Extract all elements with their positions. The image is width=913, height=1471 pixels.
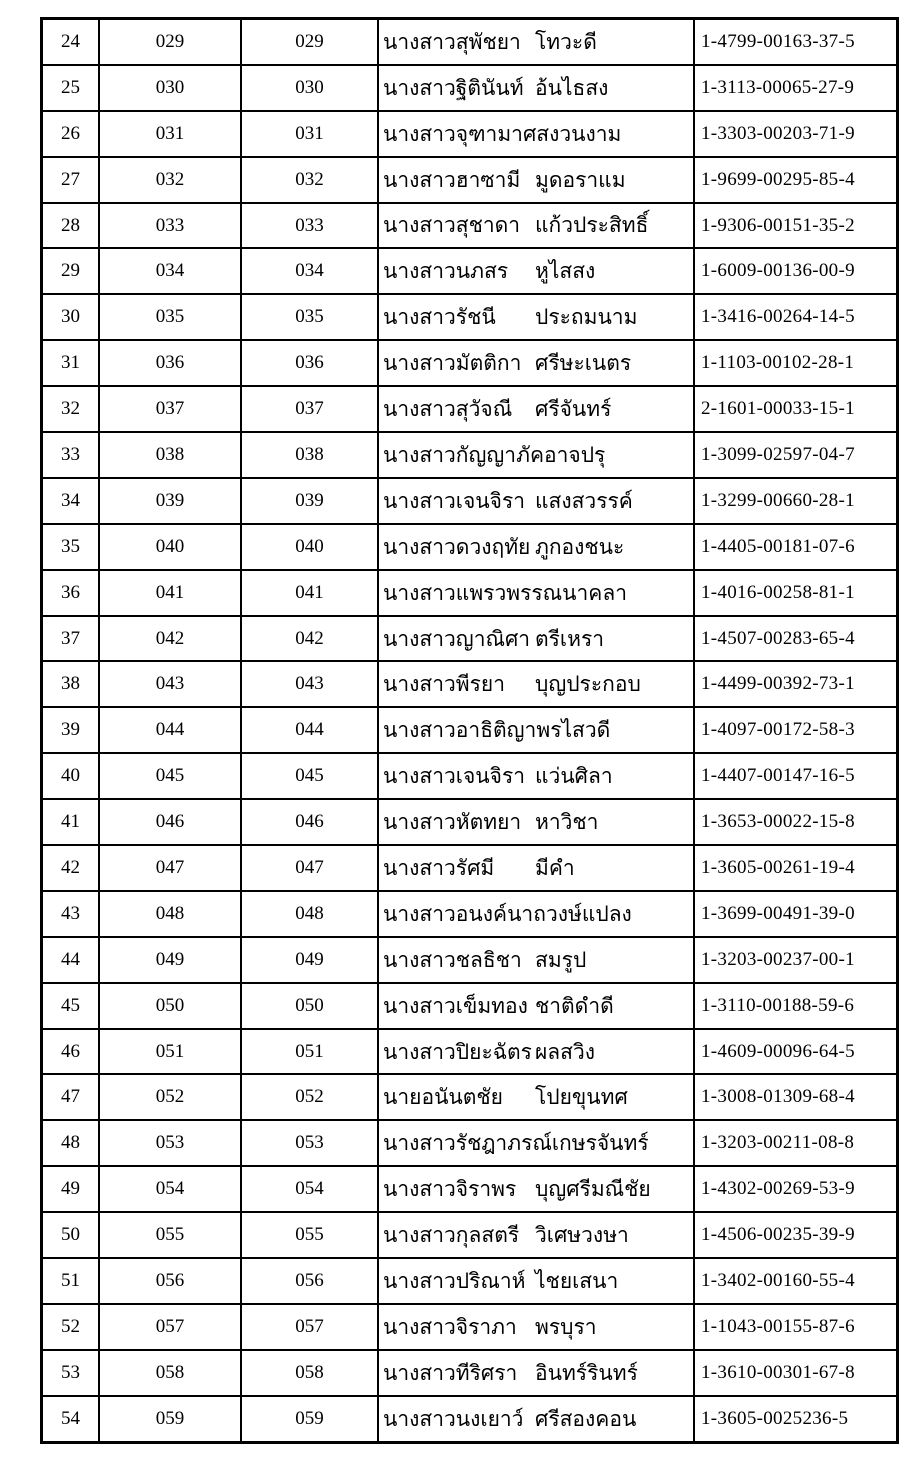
table-row <box>42 386 898 432</box>
citizen-id-cell: 1-9306-00151-35-2 <box>694 203 898 249</box>
name-cell <box>378 707 694 753</box>
citizen-id-cell: 1-3416-00264-14-5 <box>694 294 898 340</box>
name-cell <box>378 983 694 1029</box>
code1-cell: 040 <box>99 524 241 570</box>
name-cell <box>378 65 694 111</box>
row-number-cell: 44 <box>42 937 100 983</box>
code1-cell: 058 <box>99 1350 241 1396</box>
row-number-cell: 52 <box>42 1304 100 1350</box>
last-name: อินทร์รินทร์ <box>535 1360 638 1385</box>
first-name: นางสาวสุวัจณี <box>383 397 513 422</box>
name-cell <box>378 203 694 249</box>
row-number-cell: 35 <box>42 524 100 570</box>
row-number-cell: 43 <box>42 891 100 937</box>
last-name: ศรีจันทร์ <box>535 397 612 422</box>
code1-cell: 046 <box>99 799 241 845</box>
citizen-id-cell: 1-3303-00203-71-9 <box>694 111 898 157</box>
table-row <box>42 65 898 111</box>
code2-cell: 045 <box>241 753 378 799</box>
first-name: นางสาวดวงฤทัย <box>383 534 531 559</box>
citizen-id-cell: 1-3653-00022-15-8 <box>694 799 898 845</box>
code2-cell: 034 <box>241 248 378 294</box>
table-row <box>42 753 898 799</box>
citizen-id-cell: 1-3113-00065-27-9 <box>694 65 898 111</box>
name-cell <box>378 478 694 524</box>
code1-cell: 054 <box>99 1166 241 1212</box>
last-name: นาคลา <box>562 580 627 605</box>
last-name: ผลสวิง <box>535 1039 596 1064</box>
table-row <box>42 661 898 707</box>
name-cell <box>378 1074 694 1120</box>
table-row <box>42 1120 898 1166</box>
last-name: แก้วประสิทธิ์ <box>535 213 649 238</box>
code2-cell: 053 <box>241 1120 378 1166</box>
code1-cell: 059 <box>99 1396 241 1442</box>
table-row <box>42 524 898 570</box>
table-row <box>42 570 898 616</box>
row-number-cell: 54 <box>42 1396 100 1442</box>
last-name: เกษรจันทร์ <box>551 1131 649 1156</box>
code2-cell: 035 <box>241 294 378 340</box>
code2-cell: 041 <box>241 570 378 616</box>
name-cell <box>378 570 694 616</box>
name-cell <box>378 1212 694 1258</box>
first-name: นางสาวจุฑามาศ <box>383 121 537 146</box>
first-name: นางสาวกัญญาภัค <box>383 442 544 467</box>
citizen-id-cell: 1-4799-00163-37-5 <box>694 19 898 65</box>
row-number-cell: 53 <box>42 1350 100 1396</box>
last-name: ศรีษะเนตร <box>535 351 632 376</box>
row-number-cell: 47 <box>42 1074 100 1120</box>
code2-cell: 052 <box>241 1074 378 1120</box>
table-row <box>42 1304 898 1350</box>
last-name: บุญศรีมณีชัย <box>535 1177 651 1202</box>
name-cell <box>378 1166 694 1212</box>
code2-cell: 058 <box>241 1350 378 1396</box>
first-name: นางสาวทีริศรา <box>383 1360 518 1385</box>
first-name: นางสาวนงเยาว์ <box>383 1406 524 1431</box>
code1-cell: 035 <box>99 294 241 340</box>
last-name: วงษ์แปลง <box>545 901 632 926</box>
last-name: ภูกองชนะ <box>535 534 625 559</box>
citizen-id-cell: 1-3610-00301-67-8 <box>694 1350 898 1396</box>
citizen-id-cell: 1-4609-00096-64-5 <box>694 1029 898 1075</box>
code2-cell: 050 <box>241 983 378 1029</box>
name-cell <box>378 1258 694 1304</box>
table-row <box>42 616 898 662</box>
table-row <box>42 1166 898 1212</box>
citizen-id-cell: 1-4097-00172-58-3 <box>694 707 898 753</box>
first-name: นางสาวเจนจิรา <box>383 488 526 513</box>
last-name: โปยขุนทศ <box>535 1085 628 1110</box>
last-name: โทวะดี <box>535 29 597 54</box>
table-row <box>42 432 898 478</box>
first-name: นางสาวอาธิติญาพร <box>383 718 562 743</box>
first-name: นางสาวหัตทยา <box>383 810 522 835</box>
table-row <box>42 111 898 157</box>
citizen-id-cell: 1-9699-00295-85-4 <box>694 157 898 203</box>
name-cell <box>378 937 694 983</box>
code1-cell: 048 <box>99 891 241 937</box>
table-row <box>42 937 898 983</box>
name-cell <box>378 248 694 294</box>
code1-cell: 045 <box>99 753 241 799</box>
last-name: พรบุรา <box>535 1314 597 1339</box>
citizen-id-cell: 1-4506-00235-39-9 <box>694 1212 898 1258</box>
name-cell <box>378 294 694 340</box>
table-row <box>42 1396 898 1442</box>
code2-cell: 056 <box>241 1258 378 1304</box>
name-cell <box>378 1350 694 1396</box>
name-cell <box>378 524 694 570</box>
name-cell <box>378 1396 694 1442</box>
code1-cell: 044 <box>99 707 241 753</box>
first-name: นางสาวปริณาห์ <box>383 1268 526 1293</box>
code1-cell: 047 <box>99 845 241 891</box>
row-number-cell: 41 <box>42 799 100 845</box>
code1-cell: 041 <box>99 570 241 616</box>
last-name: ไชยเสนา <box>535 1268 619 1293</box>
code2-cell: 029 <box>241 19 378 65</box>
code2-cell: 036 <box>241 340 378 386</box>
code2-cell: 047 <box>241 845 378 891</box>
code2-cell: 048 <box>241 891 378 937</box>
row-number-cell: 27 <box>42 157 100 203</box>
table-row <box>42 340 898 386</box>
last-name: วิเศษวงษา <box>535 1223 629 1248</box>
first-name: นางสาวแพรวพรรณ <box>383 580 563 605</box>
code2-cell: 051 <box>241 1029 378 1075</box>
citizen-id-cell: 1-1043-00155-87-6 <box>694 1304 898 1350</box>
last-name: ตรีเหรา <box>535 626 605 651</box>
code1-cell: 031 <box>99 111 241 157</box>
code1-cell: 053 <box>99 1120 241 1166</box>
name-cell <box>378 340 694 386</box>
first-name: นางสาวสุชาดา <box>383 213 521 238</box>
code2-cell: 054 <box>241 1166 378 1212</box>
first-name: นางสาวญาณิศา <box>383 626 531 651</box>
code1-cell: 037 <box>99 386 241 432</box>
row-number-cell: 31 <box>42 340 100 386</box>
name-cell <box>378 1120 694 1166</box>
code1-cell: 043 <box>99 661 241 707</box>
table-row <box>42 799 898 845</box>
code1-cell: 051 <box>99 1029 241 1075</box>
citizen-id-cell: 1-3203-00237-00-1 <box>694 937 898 983</box>
row-number-cell: 30 <box>42 294 100 340</box>
row-number-cell: 46 <box>42 1029 100 1075</box>
code2-cell: 049 <box>241 937 378 983</box>
table-body <box>42 19 898 1443</box>
first-name: นางสาวรัชฎาภรณ์ <box>383 1131 552 1156</box>
first-name: นางสาวเจนจิรา <box>383 764 526 789</box>
code2-cell: 043 <box>241 661 378 707</box>
row-number-cell: 50 <box>42 1212 100 1258</box>
name-cell <box>378 111 694 157</box>
table-row <box>42 1258 898 1304</box>
code1-cell: 030 <box>99 65 241 111</box>
citizen-id-cell: 1-3099-02597-04-7 <box>694 432 898 478</box>
row-number-cell: 42 <box>42 845 100 891</box>
first-name: นางสาวกุลสตรี <box>383 1223 520 1248</box>
code1-cell: 050 <box>99 983 241 1029</box>
first-name: นางสาวเข็มทอง <box>383 993 528 1018</box>
code2-cell: 057 <box>241 1304 378 1350</box>
first-name: นางสาวมัตติกา <box>383 351 522 376</box>
name-cell <box>378 753 694 799</box>
table-row <box>42 157 898 203</box>
row-number-cell: 40 <box>42 753 100 799</box>
name-cell <box>378 1029 694 1075</box>
row-number-cell: 24 <box>42 19 100 65</box>
code1-cell: 055 <box>99 1212 241 1258</box>
last-name: แสงสวรรค์ <box>535 488 633 513</box>
citizen-id-cell: 1-6009-00136-00-9 <box>694 248 898 294</box>
code2-cell: 055 <box>241 1212 378 1258</box>
first-name: นางสาวจิราภา <box>383 1314 517 1339</box>
row-number-cell: 36 <box>42 570 100 616</box>
last-name: ประถมนาม <box>535 305 638 330</box>
row-number-cell: 49 <box>42 1166 100 1212</box>
citizen-id-cell: 1-4407-00147-16-5 <box>694 753 898 799</box>
last-name: แว่นศิลา <box>535 764 613 789</box>
row-number-cell: 39 <box>42 707 100 753</box>
citizen-id-cell: 1-4405-00181-07-6 <box>694 524 898 570</box>
first-name: นางสาวชลธิชา <box>383 947 522 972</box>
name-cell <box>378 616 694 662</box>
last-name: สมรูป <box>535 947 587 972</box>
first-name: นางสาวสุพัชยา <box>383 29 521 54</box>
first-name: นางสาวฐิตินันท์ <box>383 75 524 100</box>
row-number-cell: 25 <box>42 65 100 111</box>
citizen-id-cell: 1-3110-00188-59-6 <box>694 983 898 1029</box>
code2-cell: 031 <box>241 111 378 157</box>
first-name: นางสาวพีรยา <box>383 672 506 697</box>
last-name: ศรีสองคอน <box>535 1406 637 1431</box>
table-row <box>42 983 898 1029</box>
code1-cell: 049 <box>99 937 241 983</box>
row-number-cell: 33 <box>42 432 100 478</box>
row-number-cell: 51 <box>42 1258 100 1304</box>
table-row <box>42 19 898 65</box>
code2-cell: 032 <box>241 157 378 203</box>
last-name: บุญประกอบ <box>535 672 641 697</box>
code1-cell: 056 <box>99 1258 241 1304</box>
code1-cell: 029 <box>99 19 241 65</box>
row-number-cell: 28 <box>42 203 100 249</box>
code2-cell: 033 <box>241 203 378 249</box>
code2-cell: 039 <box>241 478 378 524</box>
citizen-id-cell: 1-4016-00258-81-1 <box>694 570 898 616</box>
row-number-cell: 26 <box>42 111 100 157</box>
name-cell <box>378 845 694 891</box>
last-name: ไสวดี <box>561 718 611 743</box>
row-number-cell: 48 <box>42 1120 100 1166</box>
citizen-id-cell: 1-3008-01309-68-4 <box>694 1074 898 1120</box>
citizen-id-cell: 1-3699-00491-39-0 <box>694 891 898 937</box>
code2-cell: 037 <box>241 386 378 432</box>
name-cell <box>378 386 694 432</box>
table-row <box>42 891 898 937</box>
name-cell <box>378 661 694 707</box>
code1-cell: 057 <box>99 1304 241 1350</box>
table-row <box>42 1350 898 1396</box>
name-cell <box>378 891 694 937</box>
code2-cell: 059 <box>241 1396 378 1442</box>
last-name: ชาติดำดี <box>535 993 614 1018</box>
first-name: นางสาวฮาซามี <box>383 167 521 192</box>
citizen-id-cell: 1-1103-00102-28-1 <box>694 340 898 386</box>
row-number-cell: 38 <box>42 661 100 707</box>
table-row <box>42 1212 898 1258</box>
citizen-id-cell: 1-4499-00392-73-1 <box>694 661 898 707</box>
first-name: นางสาวจิราพร <box>383 1177 517 1202</box>
last-name: หูไสสง <box>535 259 596 284</box>
code1-cell: 042 <box>99 616 241 662</box>
code1-cell: 038 <box>99 432 241 478</box>
code2-cell: 040 <box>241 524 378 570</box>
code1-cell: 034 <box>99 248 241 294</box>
code2-cell: 046 <box>241 799 378 845</box>
citizen-id-cell: 1-4302-00269-53-9 <box>694 1166 898 1212</box>
student-roster-table <box>40 17 899 1444</box>
last-name: อ้นไธสง <box>535 75 609 100</box>
code2-cell: 044 <box>241 707 378 753</box>
last-name: หาวิชา <box>535 810 599 835</box>
name-cell <box>378 799 694 845</box>
citizen-id-cell: 1-3402-00160-55-4 <box>694 1258 898 1304</box>
last-name: มีคำ <box>535 855 575 880</box>
first-name: นางสาวปิยะฉัตร <box>383 1039 532 1064</box>
first-name: นางสาวอนงค์นาถ <box>383 901 546 926</box>
table-row <box>42 845 898 891</box>
table-row <box>42 1029 898 1075</box>
table-row <box>42 294 898 340</box>
name-cell <box>378 1304 694 1350</box>
table-row <box>42 1074 898 1120</box>
code1-cell: 039 <box>99 478 241 524</box>
row-number-cell: 29 <box>42 248 100 294</box>
citizen-id-cell: 1-3605-00261-19-4 <box>694 845 898 891</box>
last-name: อาจปรุ <box>544 442 606 467</box>
code2-cell: 042 <box>241 616 378 662</box>
code1-cell: 052 <box>99 1074 241 1120</box>
code1-cell: 036 <box>99 340 241 386</box>
name-cell <box>378 19 694 65</box>
name-cell <box>378 432 694 478</box>
code1-cell: 033 <box>99 203 241 249</box>
row-number-cell: 32 <box>42 386 100 432</box>
citizen-id-cell: 1-4507-00283-65-4 <box>694 616 898 662</box>
first-name: นางสาวรัชนี <box>383 305 496 330</box>
code2-cell: 038 <box>241 432 378 478</box>
last-name: มูดอราแม <box>535 167 626 192</box>
code1-cell: 032 <box>99 157 241 203</box>
citizen-id-cell: 1-3203-00211-08-8 <box>694 1120 898 1166</box>
citizen-id-cell: 2-1601-00033-15-1 <box>694 386 898 432</box>
table-row <box>42 248 898 294</box>
code2-cell: 030 <box>241 65 378 111</box>
row-number-cell: 45 <box>42 983 100 1029</box>
table-row <box>42 707 898 753</box>
first-name: นางสาวนภสร <box>383 259 509 284</box>
first-name: นางสาวรัศมี <box>383 855 495 880</box>
row-number-cell: 34 <box>42 478 100 524</box>
row-number-cell: 37 <box>42 616 100 662</box>
citizen-id-cell: 1-3605-0025236-5 <box>694 1396 898 1442</box>
citizen-id-cell: 1-3299-00660-28-1 <box>694 478 898 524</box>
first-name: นายอนันตชัย <box>383 1085 503 1110</box>
name-cell <box>378 157 694 203</box>
table-row <box>42 203 898 249</box>
last-name: สงวนงาม <box>536 121 622 146</box>
table-row <box>42 478 898 524</box>
